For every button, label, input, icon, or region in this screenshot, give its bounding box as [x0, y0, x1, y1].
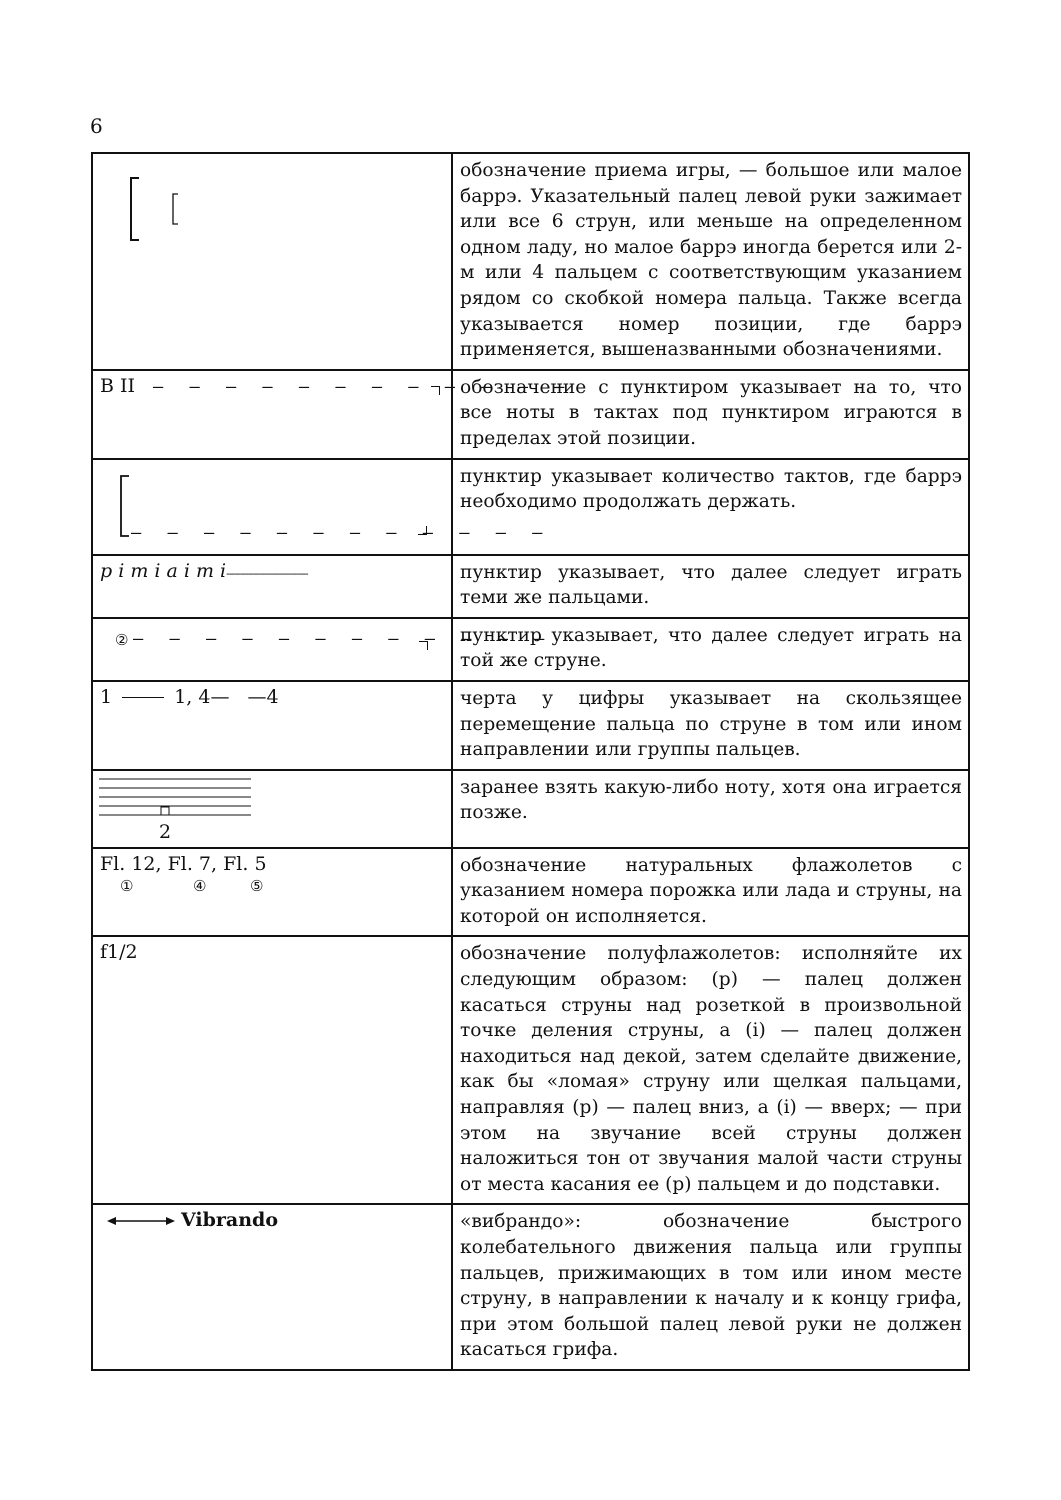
symbol-cell [92, 848, 452, 937]
small-barre-bracket [173, 194, 178, 224]
symbol-cell [92, 370, 573, 459]
dash-end-corner [431, 386, 440, 395]
description-cell: обозначение натуральных флажолетов с указанием номера порожка или лада и струны, на которой он исполняется. [452, 848, 969, 937]
table-row [92, 936, 969, 1204]
description-cell: обозначение полуфлажолетов: исполняйте их следующим образом: (p) — палец должен касаться струны над розеткой в произвольной точке деления струны, а (i) — палец должен находиться над декой, затем сделайте движение, как бы «ломая» струну или щелкая пальцами, направляя (p) — палец вниз, а (i) — вверх; — при этом на звучание всей струны должен наложиться тон от звучания малой части струны от места касания ее (p) пальцем и до подставки. [452, 936, 969, 1204]
fingering-dots: ------------------------------ [226, 566, 308, 580]
symbol-cell [92, 770, 452, 848]
slide-line [122, 697, 164, 698]
staff-icon [99, 777, 259, 827]
table-row [92, 848, 969, 937]
harmonics-label: Fl. 12, Fl. 7, Fl. 5 [100, 852, 267, 875]
slide-start-finger: 1 [100, 685, 113, 708]
large-barre-bracket [131, 178, 139, 240]
symbol-cell [92, 618, 553, 681]
string-number-icon: ① [120, 876, 134, 895]
description-cell: черта у цифры указывает на скользящее перемещение пальца по струне в том или ином направлении или группы пальцев. [452, 681, 969, 770]
description-cell: пунктир указывает, что далее следует играть теми же пальцами. [452, 555, 969, 618]
symbol-cell [92, 936, 452, 1204]
barre-bracket-symbols [123, 176, 223, 276]
position-dash-line: – – – – – – – – – – – – [153, 376, 573, 397]
description-cell: пунктир указывает количество тактов, где баррэ необходимо продолжать держать. [452, 459, 969, 555]
table-row [92, 459, 969, 555]
description-cell: обозначение с пунктиром указывает на то, что все ноты в тактах под пунктиром играются в пределах этой позиции. [452, 370, 969, 459]
fingering-label: p i m i a i m i [100, 559, 227, 582]
string-number-icon: ② [115, 630, 129, 649]
symbol-cell [92, 1204, 452, 1370]
staff-finger-label: 2 [159, 820, 172, 843]
table-row [92, 1204, 969, 1370]
vibrando-label: Vibrando [181, 1209, 279, 1232]
note-square [161, 807, 169, 815]
description-cell: обозначение приема игры, — большое или малое баррэ. Указательный палец левой руки зажимает или все 6 струн, или меньше на определенном одном ладу, но малое баррэ иногда берется или 2-м или 4 пальцем с соответствующим указанием рядом со скобкой номера пальца. Также всегда указывается номер позиции, где баррэ применяется, вышеназванными обозначениями. [452, 153, 969, 370]
table-row [92, 555, 969, 618]
double-arrow-icon [107, 1214, 177, 1228]
position-label: B II [100, 374, 136, 397]
table-row [92, 370, 969, 459]
symbol-cell [92, 153, 452, 370]
string-number-icon: ⑤ [250, 876, 264, 895]
table-row [92, 618, 969, 681]
string-number-icon: ④ [193, 876, 207, 895]
notation-legend-table [91, 152, 970, 1371]
table-row [92, 681, 969, 770]
dash-end-corner [418, 526, 427, 535]
string-dash-line: – – – – – – – – – – – – [133, 628, 553, 649]
table-row [92, 153, 969, 370]
table-row [92, 770, 969, 848]
slide-middle: 1, 4— [174, 685, 230, 708]
symbol-cell [92, 459, 551, 555]
symbol-cell [92, 555, 452, 618]
page-number: 6 [90, 114, 103, 138]
half-harmonic-label: f1/2 [100, 941, 138, 964]
symbol-cell [92, 681, 452, 770]
dash-end-corner [419, 641, 428, 650]
slide-end: —4 [247, 685, 279, 708]
description-cell: «вибрандо»: обозначение быстрого колебательного движения пальца или группы пальцев, прижимающих в том или ином месте струну, в направлении к началу и к концу грифа, при этом большой палец левой руки не должен касаться грифа. [452, 1204, 969, 1370]
description-cell: пунктир указывает, что далее следует играть на той же струне. [452, 618, 969, 681]
description-cell: заранее взять какую-либо ноту, хотя она играется позже. [452, 770, 969, 848]
barre-dash-line: – – – – – – – – – – – – [131, 522, 551, 543]
